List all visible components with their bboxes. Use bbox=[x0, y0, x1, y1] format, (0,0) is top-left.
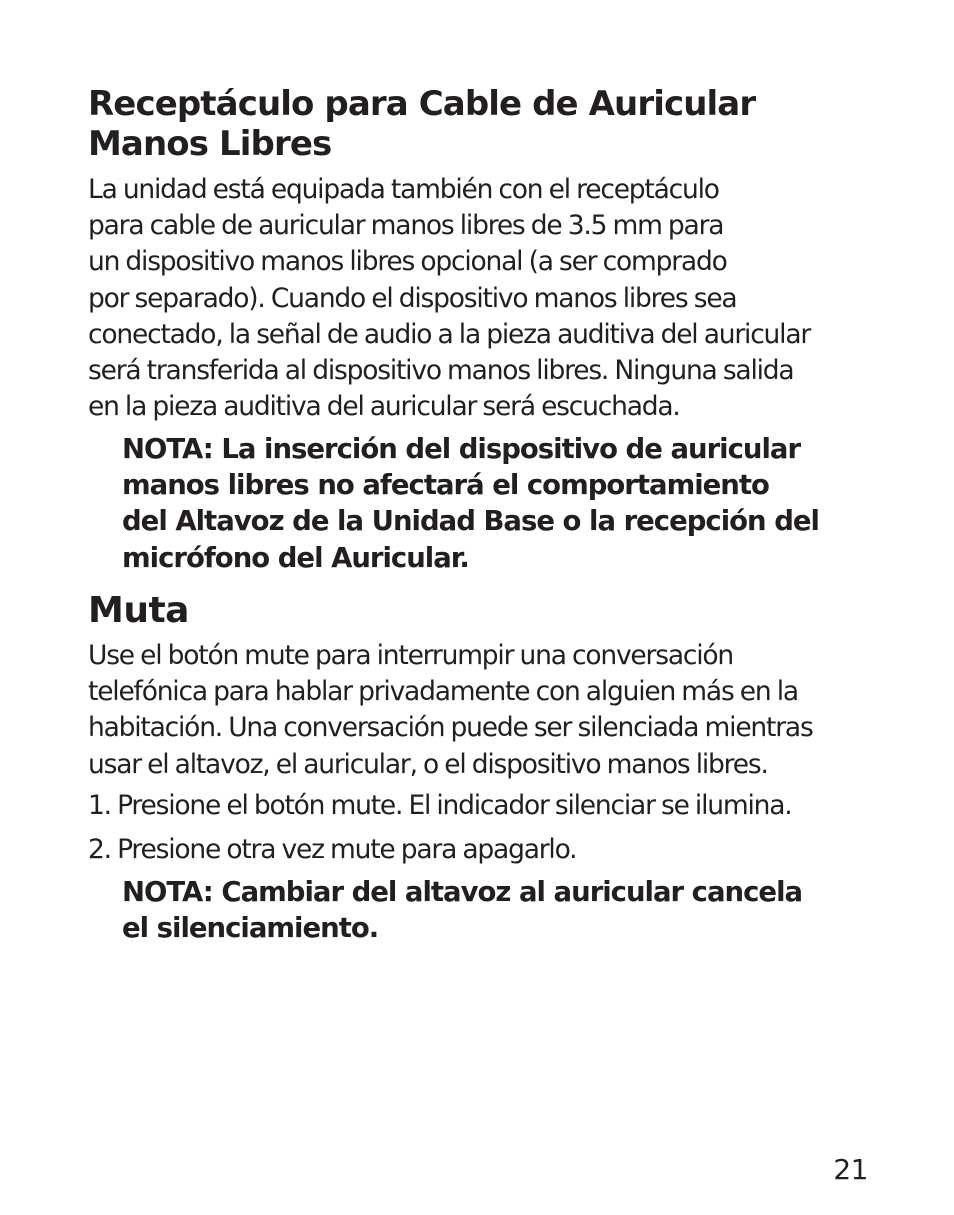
paragraph-line: Use el botón mute para interrumpir una conversación bbox=[88, 640, 734, 671]
paragraph-line: un dispositivo manos libres opcional (a ser comprado bbox=[88, 246, 727, 278]
mute-step-1: 1. Presione el botón mute. El indicador silenciar se ilumina. bbox=[88, 790, 792, 821]
section-title-headset-jack bbox=[88, 84, 888, 164]
title-line: Manos Libres bbox=[88, 124, 332, 164]
note-line: NOTA: La inserción del dispositivo de auricular bbox=[122, 433, 801, 465]
paragraph-line: en la pieza auditiva del auricular será escuchada. bbox=[88, 391, 680, 423]
headset-jack-paragraph bbox=[88, 172, 878, 425]
note-line: micrófono del Auricular. bbox=[122, 541, 469, 574]
mute-note bbox=[122, 874, 882, 946]
paragraph-line: La unidad está equipada también con el receptáculo bbox=[88, 174, 719, 205]
headset-jack-note bbox=[122, 431, 882, 576]
paragraph-line: usar el altavoz, el auricular, o el dispositivo manos libres. bbox=[88, 748, 768, 780]
note-line: el silenciamiento. bbox=[122, 912, 379, 945]
paragraph-line: conectado, la señal de audio a la pieza auditiva del auricular bbox=[88, 318, 811, 350]
section-title-mute: Muta bbox=[88, 590, 189, 631]
paragraph-line: telefónica para hablar privadamente con alguien más en la bbox=[88, 676, 798, 708]
paragraph-line: para cable de auricular manos libres de 3.5 mm para bbox=[88, 210, 724, 242]
title-line: Receptáculo para Cable de Auricular bbox=[88, 84, 756, 124]
mute-paragraph bbox=[88, 638, 878, 783]
paragraph-line: por separado). Cuando el dispositivo manos libres sea bbox=[88, 282, 737, 314]
note-line: NOTA: Cambiar del altavoz al auricular cancela bbox=[122, 876, 803, 908]
page-number: 21 bbox=[833, 1153, 868, 1186]
note-line: manos libres no afectará el comportamiento bbox=[122, 469, 769, 502]
paragraph-line: habitación. Una conversación puede ser silenciada mientras bbox=[88, 712, 813, 744]
paragraph-line: será transferida al dispositivo manos libres. Ninguna salida bbox=[88, 355, 794, 387]
note-line: del Altavoz de la Unidad Base o la recepción del bbox=[122, 505, 819, 538]
mute-step-2: 2. Presione otra vez mute para apagarlo. bbox=[88, 834, 577, 865]
